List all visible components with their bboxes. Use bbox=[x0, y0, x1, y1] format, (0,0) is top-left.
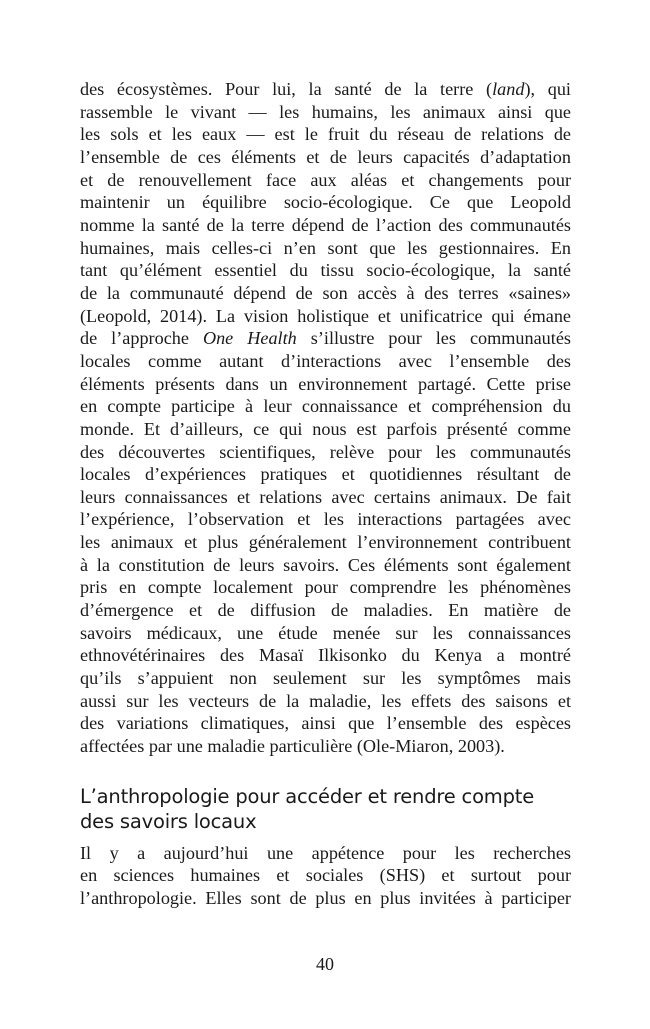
text-segment: à la constitution de leurs savoirs. Ces éléments sont également bbox=[80, 554, 571, 575]
text-line bbox=[80, 214, 571, 237]
text-line bbox=[80, 576, 571, 599]
text-line bbox=[80, 373, 571, 396]
text-segment: l’expérience, l’observation et les interactions partagées avec bbox=[80, 509, 571, 530]
text-line bbox=[80, 667, 571, 690]
text-segment: en compte participe à leur connaissance et compréhension du bbox=[80, 396, 571, 417]
text-segment: nomme la santé de la terre dépend de l’action des communautés bbox=[80, 214, 571, 235]
text-line bbox=[80, 864, 571, 887]
italic-term: land bbox=[492, 79, 525, 99]
text-line bbox=[80, 191, 571, 214]
text-line bbox=[80, 101, 571, 124]
text-segment: tant qu’élément essentiel du tissu socio-écologique, la santé bbox=[80, 260, 571, 281]
text-segment: l’ensemble de ces éléments et de leurs capacités d’adaptation bbox=[80, 146, 571, 167]
text-segment: rassemble le vivant — les humains, les animaux ainsi que bbox=[80, 101, 571, 122]
text-segment: aussi sur les vecteurs de la maladie, les effets des saisons et bbox=[80, 690, 571, 711]
text-segment: humaines, mais celles-ci n’en sont que les gestionnaires. En bbox=[80, 237, 571, 258]
text-line bbox=[80, 463, 571, 486]
text-line bbox=[80, 622, 571, 645]
text-segment: de l’approche bbox=[80, 328, 203, 349]
text-segment: d’émergence et de diffusion de maladies. En matière de bbox=[80, 600, 571, 621]
text-segment: ), qui bbox=[524, 79, 571, 99]
text-line bbox=[80, 259, 571, 282]
text-segment: (Leopold, 2014). La vision holistique et unificatrice qui émane bbox=[80, 305, 571, 326]
text-line bbox=[80, 441, 571, 464]
text-line bbox=[80, 418, 571, 441]
text-segment: affectées par une maladie particulière (Ole-Miaron, 2003). bbox=[80, 736, 505, 757]
text-line bbox=[80, 887, 571, 910]
text-line bbox=[80, 327, 571, 350]
paragraph-2 bbox=[80, 842, 571, 910]
text-line bbox=[80, 123, 571, 146]
text-segment: ethnovétérinaires des Masaï Ilkisonko du Kenya a montré bbox=[80, 645, 571, 666]
text-segment: locales d’expériences pratiques et quotidiennes résultant de bbox=[80, 464, 571, 485]
text-line bbox=[80, 237, 571, 260]
text-segment: éléments présents dans un environnement partagé. Cette prise bbox=[80, 373, 571, 394]
text-segment: monde. Et d’ailleurs, ce qui nous est parfois présenté comme bbox=[80, 418, 571, 439]
text-line bbox=[80, 712, 571, 735]
section-heading bbox=[80, 784, 571, 834]
text-line bbox=[80, 350, 571, 373]
text-line bbox=[80, 599, 571, 622]
text-line bbox=[80, 735, 571, 758]
text-line bbox=[80, 531, 571, 554]
page-content bbox=[80, 78, 571, 910]
text-segment: des découvertes scientifiques, relève pour les communautés bbox=[80, 441, 571, 462]
text-line bbox=[80, 78, 571, 101]
text-segment: des écosystèmes. Pour lui, la santé de la terre ( bbox=[80, 79, 493, 99]
text-line bbox=[80, 554, 571, 577]
text-line bbox=[80, 146, 571, 169]
text-segment: locales comme autant d’interactions avec l’ensemble des bbox=[80, 350, 571, 371]
text-line bbox=[80, 842, 571, 865]
paragraph-1 bbox=[80, 78, 571, 758]
text-segment: l’anthropologie. Elles sont de plus en plus invitées à participer bbox=[80, 888, 571, 908]
text-line bbox=[80, 169, 571, 192]
section-heading-line-2: des savoirs locaux bbox=[80, 809, 257, 833]
text-line bbox=[80, 395, 571, 418]
text-line bbox=[80, 305, 571, 328]
text-segment: de la communauté dépend de son accès à des terres «saines» bbox=[80, 282, 571, 303]
text-line bbox=[80, 690, 571, 713]
italic-term: One Health bbox=[202, 328, 297, 349]
text-segment: les sols et les eaux — est le fruit du réseau de relations de bbox=[80, 124, 571, 145]
text-line bbox=[80, 486, 571, 509]
text-segment: Il y a aujourd’hui une appétence pour les recherches bbox=[80, 842, 571, 863]
text-segment: leurs connaissances et relations avec certains animaux. De fait bbox=[80, 486, 571, 507]
text-segment: s’illustre pour les communautés bbox=[296, 328, 571, 349]
text-segment: les animaux et plus généralement l’environnement contribuent bbox=[80, 532, 571, 553]
text-segment: des variations climatiques, ainsi que l’ensemble des espèces bbox=[80, 713, 571, 734]
text-segment: qu’ils s’appuient non seulement sur les symptômes mais bbox=[80, 668, 571, 689]
text-segment: pris en compte localement pour comprendre les phénomènes bbox=[80, 577, 571, 598]
text-segment: en sciences humaines et sociales (SHS) et surtout pour bbox=[80, 865, 571, 886]
page-number: 40 bbox=[316, 954, 334, 974]
text-line bbox=[80, 644, 571, 667]
text-line bbox=[80, 282, 571, 305]
text-segment: et de renouvellement face aux aléas et changements pour bbox=[80, 169, 571, 190]
text-segment: savoirs médicaux, une étude menée sur les connaissances bbox=[80, 622, 571, 643]
text-segment: maintenir un équilibre socio-écologique. Ce que Leopold bbox=[80, 192, 571, 213]
text-line bbox=[80, 508, 571, 531]
section-heading-line-1: L’anthropologie pour accéder et rendre compte bbox=[80, 784, 535, 808]
